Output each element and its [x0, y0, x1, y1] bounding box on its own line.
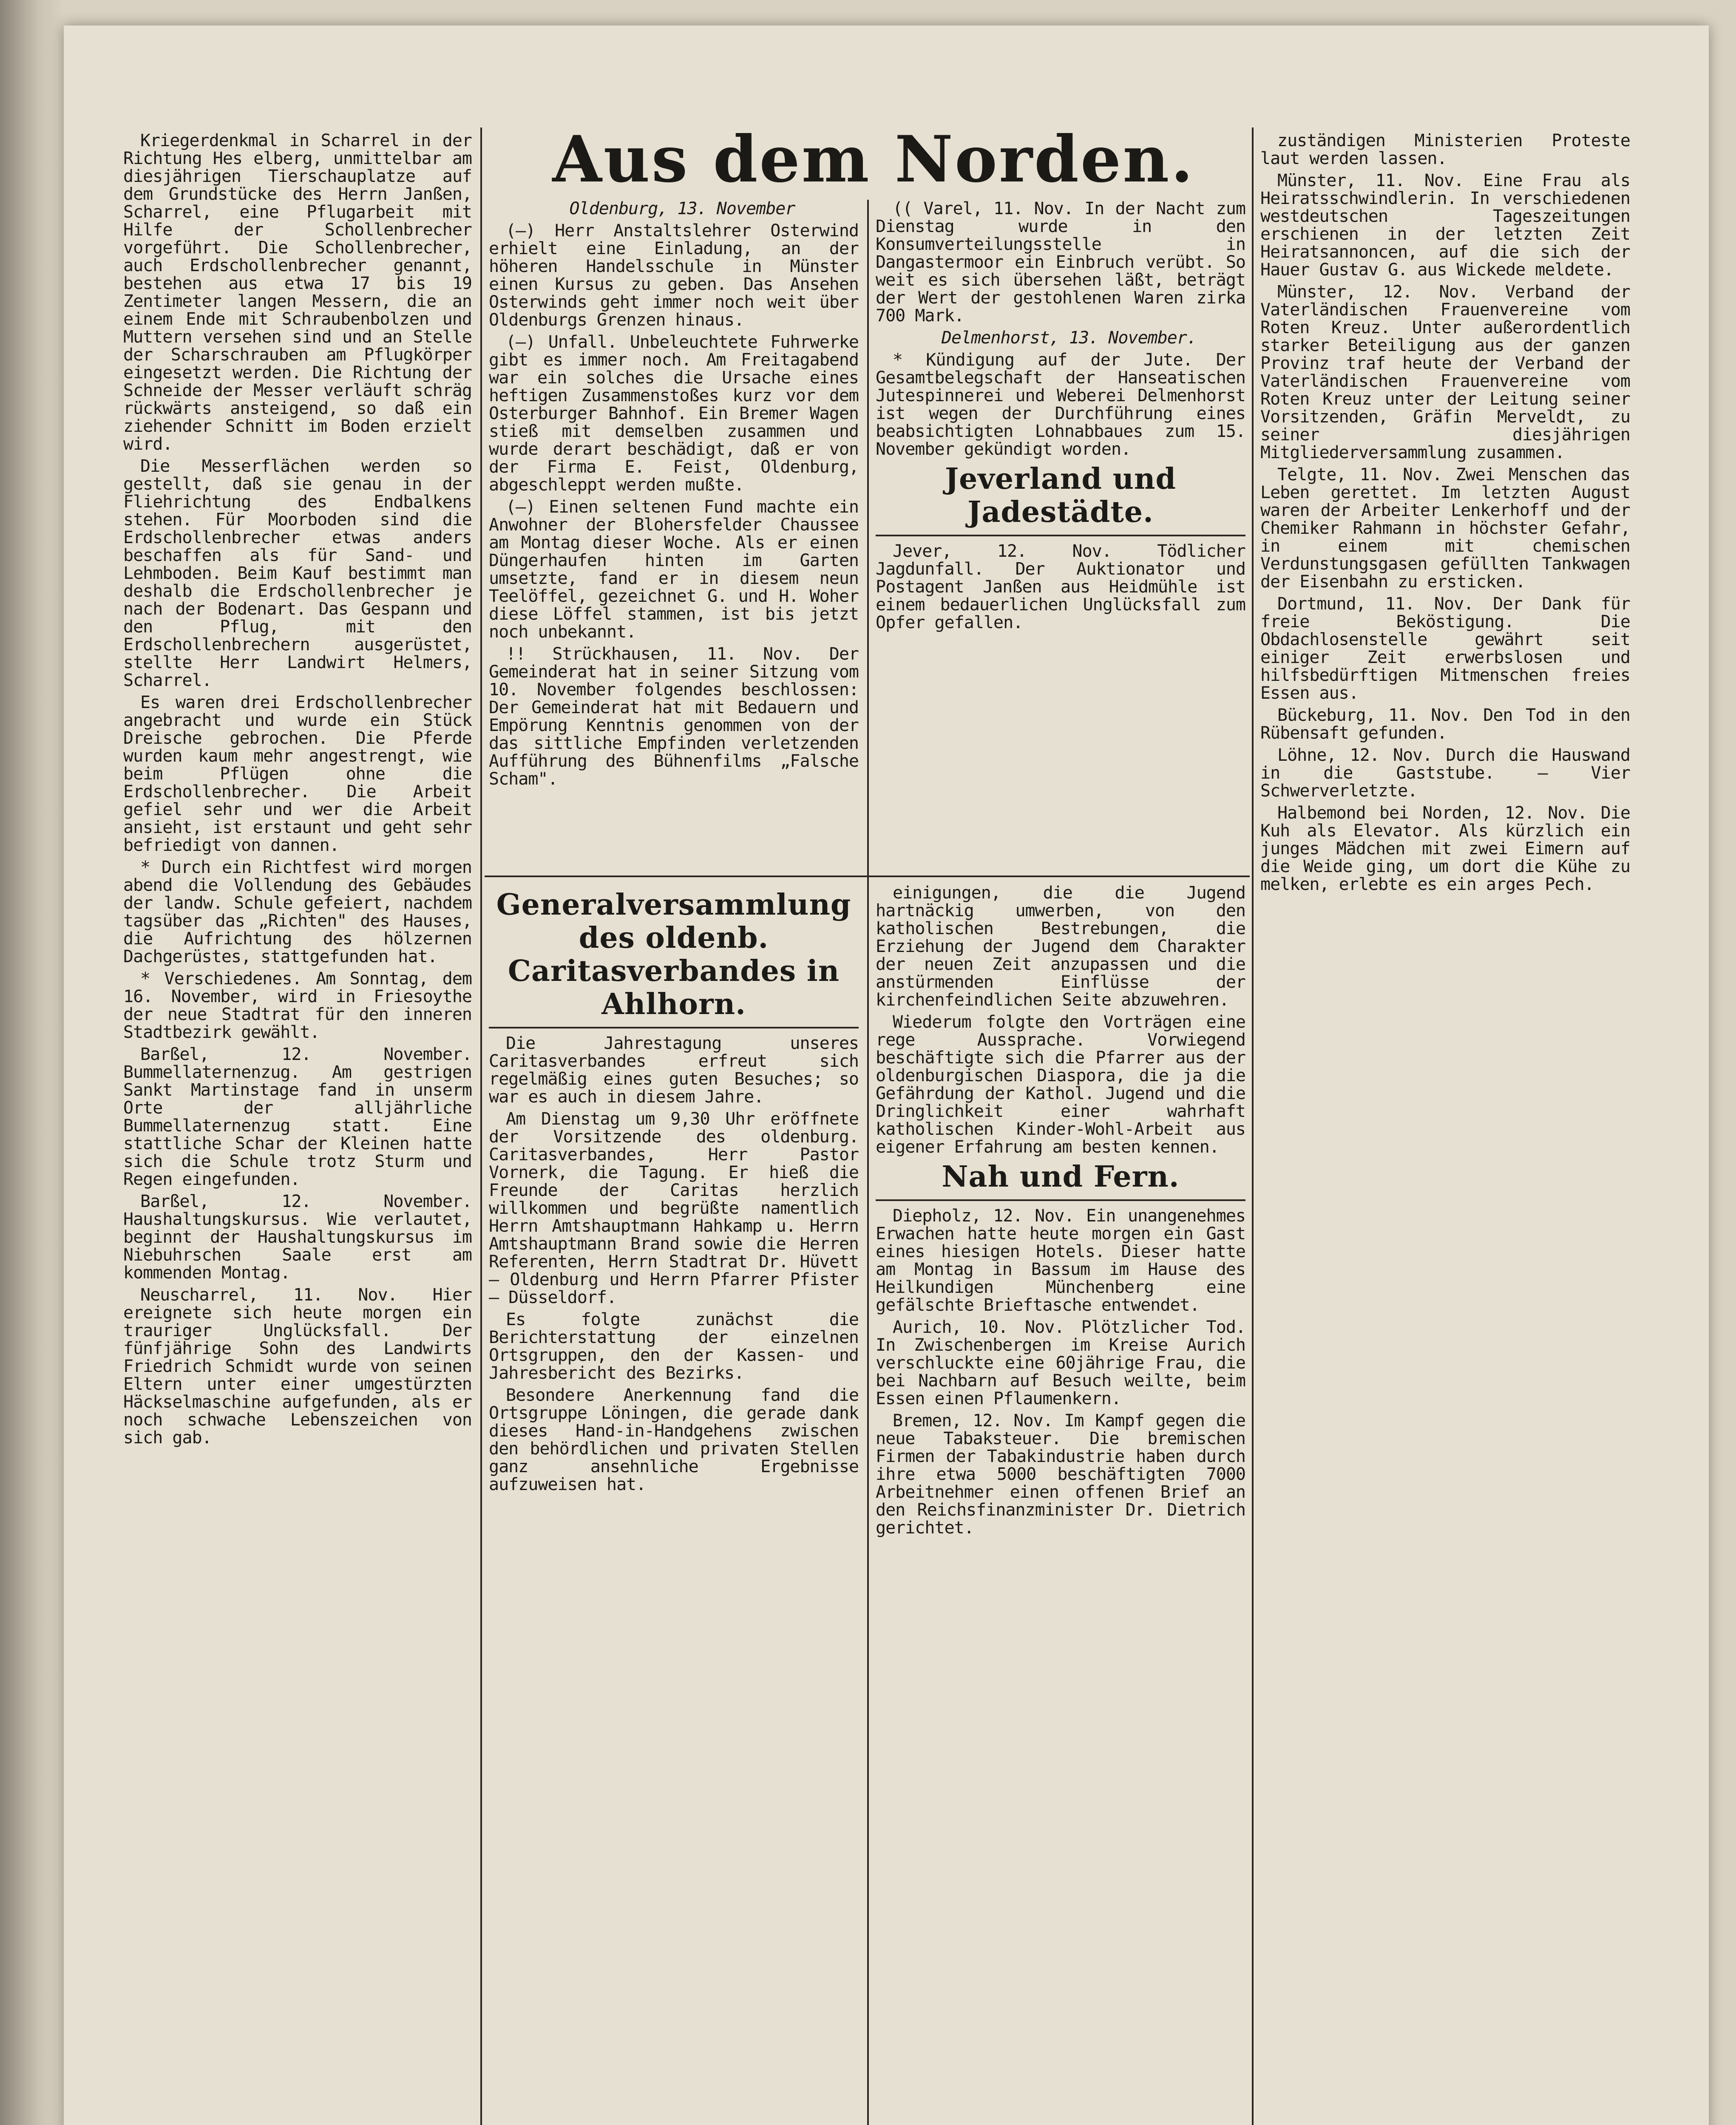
article-paragraph: (—) Unfall. Unbeleuchtete Fuhrwerke gibt es immer noch. Am Freitagabend war ein solches die Ursache eines heftigen Zusammenstoßes kurz vor dem Osterburger Bahnhof. Ein Bremer Wagen stieß mit demselben zusammen und wurde derart beschädigt, daß er von der Firma E. Feist, Oldenburg, abgeschleppt werden mußte.	[489, 332, 859, 495]
column-rule-4	[1252, 128, 1254, 2125]
article-paragraph: Diepholz, 12. Nov. Ein unangenehmes Erwachen hatte heute morgen ein Gast eines hiesigen Hotels. Dieser hatte am Montag in Bassum im Hause des Heilkundigen Münchenberg eine gefälschte Brieftasche entwendet.	[876, 1206, 1245, 1315]
article-paragraph: (—) Einen seltenen Fund machte ein Anwohner der Blohersfelder Chaussee am Montag dieser Woche. Als er einen Düngerhaufen hinten im Garten umsetzte, fand er in diesem neun Teelöffel, gezeichnet G. und H. Woher diese Löffel stammen, ist bis jetzt noch unbekannt.	[489, 497, 859, 642]
section-title: Generalversammlung des oldenb. Caritasverbandes in Ahlhorn.	[496, 888, 851, 1021]
section-title-rule	[876, 1199, 1245, 1201]
page-title: Aus dem Norden.	[552, 122, 1195, 197]
article-paragraph: Bremen, 12. Nov. Im Kampf gegen die neue Tabaksteuer. Die bremischen Firmen der Tabakindustrie haben durch ihre etwa 5000 beschäftigten 7000 Arbeitnehmer einen offenen Brief an den Reichsfinanzminister Dr. Dietrich gerichtet.	[876, 1411, 1245, 1538]
article-paragraph: Jever, 12. Nov. Tödlicher Jagdunfall. Der Auktionator und Postagent Janßen aus Heidmühle ist einem bedauerlichen Unglücksfall zum Opfer gefallen.	[876, 541, 1245, 632]
column-1	[123, 132, 472, 2125]
article-paragraph: * Verschiedenes. Am Sonntag, dem 16. November, wird in Friesoythe der neue Stadtrat für den inneren Stadtbezirk gewählt.	[123, 969, 472, 1042]
article-paragraph: Telgte, 11. Nov. Zwei Menschen das Leben gerettet. Im letzten August waren der Arbeiter Lenkerhoff und der Chemiker Rahmann in höchster Gefahr, in einem mit chemischen Verdunstungsgasen gefüllten Tankwagen der Eisenbahn zu ersticken.	[1260, 465, 1630, 592]
section-title: Nah und Fern.	[942, 1160, 1180, 1194]
article-paragraph: (( Varel, 11. Nov. In der Nacht zum Dienstag wurde in den Konsumverteilungsstelle in Dangastermoor ein Einbruch verübt. So weit es sich übersehen läßt, beträgt der Wert der gestohlenen Waren zirka 700 Mark.	[876, 200, 1245, 326]
column-rule-1	[480, 128, 482, 2125]
dateline: Delmenhorst, 13. November.	[941, 328, 1197, 348]
article-paragraph: zuständigen Ministerien Proteste laut werden lassen.	[1260, 132, 1630, 168]
article-paragraph: Barßel, 12. November. Haushaltungskursus. Wie verlautet, beginnt der Haushaltungskursus im Niebuhrschen Saale erst am kommenden Montag.	[123, 1192, 472, 1283]
article-paragraph: Münster, 11. Nov. Eine Frau als Heiratsschwindlerin. In verschiedenen westdeutschen Tageszeitungen erschienen in der letzten Zeit Heiratsannoncen, auf die sich der Hauer Gustav G. aus Wickede meldete.	[1260, 171, 1630, 280]
column-rule-3	[867, 880, 869, 2125]
article-paragraph: * Durch ein Richtfest wird morgen abend die Vollendung des Gebäudes der landw. Schule gefeiert, nachdem tagsüber das „Richten" des Hauses, die Aufrichtung des hölzernen Dachgerüstes, stattgefunden hat.	[123, 858, 472, 966]
article-paragraph: Halbemond bei Norden, 12. Nov. Die Kuh als Elevator. Als kürzlich ein junges Mädchen mit zwei Eimern auf die Weide ging, um dort die Kühe zu melken, erlebte es ein arges Pech.	[1260, 803, 1630, 894]
column-2-lower	[489, 884, 859, 2125]
article-paragraph: Barßel, 12. November. Bummellaternenzug. Am gestrigen Sankt Martinstage fand in unserm Orte der alljährliche Bummellaternenzug statt. Eine stattliche Schar der Kleinen hatte sich die Schule trotz Sturm und Regen eingefunden.	[123, 1045, 472, 1189]
article-paragraph: Es folgte zunächst die Berichterstattung der einzelnen Ortsgruppen, den der Kassen- und Jahresbericht des Bezirks.	[489, 1310, 859, 1383]
article-paragraph: * Kündigung auf der Jute. Der Gesamtbelegschaft der Hanseatischen Jutespinnerei und Weberei Delmenhorst ist wegen der Durchführung eines beabsichtigten Lohnabbaues zum 15. November gekündigt worden.	[876, 350, 1245, 459]
article-paragraph: Löhne, 12. Nov. Durch die Hauswand in die Gaststube. — Vier Schwerverletzte.	[1260, 745, 1630, 801]
page-fold-shadow	[0, 0, 64, 2125]
column-rule-2	[867, 200, 869, 884]
dateline: Oldenburg, 13. November	[569, 200, 795, 218]
article-paragraph: Besondere Anerkennung fand die Ortsgruppe Löningen, die gerade dank dieses Hand-in-Handgehens zwischen den behördlichen und privaten Stellen ganz ansehnliche Ergebnisse aufzuweisen hat.	[489, 1386, 859, 1494]
section-rule-lower	[485, 876, 1250, 877]
article-paragraph: !! Strückhausen, 11. Nov. Der Gemeinderat hat in seiner Sitzung vom 10. November folgendes beschlossen: Der Gemeinderat hat mit Bedauern und Empörung Kenntnis genommen von der das sittliche Empfinden verletzenden Aufführung des Bühnenfilms „Falsche Scham".	[489, 644, 859, 789]
section-title: Jeverland und Jadestädte.	[945, 462, 1177, 529]
article-paragraph: einigungen, die die Jugend hartnäckig umwerben, von den katholischen Bestrebungen, die Erziehung der Jugend dem Charakter der neuen Zeit anzupassen und die anstürmenden Einflüsse der kirchenfeindlichen Seite abzuwehren.	[876, 884, 1245, 1010]
article-paragraph: Münster, 12. Nov. Verband der Vaterländischen Frauenvereine vom Roten Kreuz. Unter außerordentlich starker Beteiligung aus der ganzen Provinz traf heute der Verband der Vaterländischen Frauenvereine vom Roten Kreuz unter der Leitung seiner Vorsitzenden, Gräfin Merveldt, zu seiner diesjährigen Mitgliederversammlung zusammen.	[1260, 282, 1630, 462]
article-paragraph: Aurich, 10. Nov. Plötzlicher Tod. In Zwischenbergen im Kreise Aurich verschluckte eine 60jährige Frau, die bei Nachbarn auf Besuch weilte, beim Essen einen Pflaumenkern.	[876, 1318, 1245, 1408]
article-paragraph: Wiederum folgte den Vorträgen eine rege Aussprache. Vorwiegend beschäftigte sich die Pfarrer aus der oldenburgischen Diaspora, die ja die Gefährdung der Kathol. Jugend und die Dringlichkeit einer wahrhaft katholischen Kinder-Wohl-Arbeit aus eigener Erfahrung am besten kennen.	[876, 1012, 1245, 1157]
article-paragraph: (—) Herr Anstaltslehrer Osterwind erhielt eine Einladung, an der höheren Handelsschule in Münster einen Kursus zu geben. Das Ansehen Osterwinds geht immer noch weit über Oldenburgs Grenzen hinaus.	[489, 221, 859, 330]
column-3-upper	[876, 200, 1245, 867]
article-paragraph: Dortmund, 11. Nov. Der Dank für freie Beköstigung. Die Obdachlosenstelle gewährt seit einiger Zeit erwerbslosen und hilfsbedürftigen Mitmenschen freies Essen aus.	[1260, 594, 1630, 703]
article-paragraph: Die Messerflächen werden so gestellt, daß sie genau in der Fliehrichtung des Endbalkens stehen. Für Moorboden sind die Erdschollenbrecher etwas anders beschaffen als für Sand- und Lehmboden. Beim Kauf bestimmt man deshalb die Erdschollenbrecher je nach der Bodenart. Das Gespann und den Pflug, mit den Erdschollenbrechern ausgerüstet, stellte Herr Landwirt Helmers, Scharrel.	[123, 456, 472, 690]
article-paragraph: Neuscharrel, 11. Nov. Hier ereignete sich heute morgen ein trauriger Unglücksfall. Der fünfjährige Sohn des Landwirts Friedrich Schmidt wurde von seinen Eltern unter einer umgestürzten Häckselmaschine aufgefunden, als er noch schwache Lebenszeichen von sich gab.	[123, 1285, 472, 1448]
column-2-upper	[489, 200, 859, 867]
article-paragraph: Am Dienstag um 9,30 Uhr eröffnete der Vorsitzende des oldenburg. Caritasverbandes, Herr Pastor Vornerk, die Tagung. Er hieß die Freunde der Caritas herzlich willkommen und begrüßte namentlich Herrn Amtshauptmann Hahkamp u. Herrn Amtshauptmann Brand sowie die Herren Referenten, Herrn Stadtrat Dr. Hüvett — Oldenburg und Herrn Pfarrer Pfister — Düsseldorf.	[489, 1109, 859, 1307]
section-title-rule	[489, 1027, 859, 1028]
article-paragraph: Kriegerdenkmal in Scharrel in der Richtung Hes elberg, unmittelbar am diesjährigen Tierschauplatze auf dem Grundstücke des Herrn Janßen, Scharrel, eine Pflugarbeit mit Hilfe der Schollenbrecher vorgeführt. Die Schollenbrecher, auch Erdschollenbrecher genannt, bestehen aus etwa 17 bis 19 Zentimeter langen Messern, die an einem Ende mit Schraubenbolzen und Muttern versehen sind und an Stelle der Scharschrauben am Pflugkörper eingesetzt werden. Die Richtung der Schneide der Messer verläuft schräg rückwärts ansteigend, so daß ein ziehender Schnitt im Boden erzielt wird.	[123, 132, 472, 454]
article-paragraph: Die Jahrestagung unseres Caritasverbandes erfreut sich regelmäßig eines guten Besuches; so war es auch in diesem Jahre.	[489, 1034, 859, 1107]
article-paragraph: Es waren drei Erdschollenbrecher angebracht und wurde ein Stück Dreische gebrochen. Die Pferde wurden kaum mehr angestrengt, wie beim Pflügen ohne die Erdschollenbrecher. Die Arbeit gefiel sehr und wer die Arbeit ansieht, ist erstaunt und geht sehr befriedigt von dannen.	[123, 693, 472, 855]
column-3-lower	[876, 884, 1245, 2125]
column-4	[1260, 132, 1630, 2125]
article-paragraph: Bückeburg, 11. Nov. Den Tod in den Rübensaft gefunden.	[1260, 706, 1630, 743]
section-title-rule	[876, 535, 1245, 536]
